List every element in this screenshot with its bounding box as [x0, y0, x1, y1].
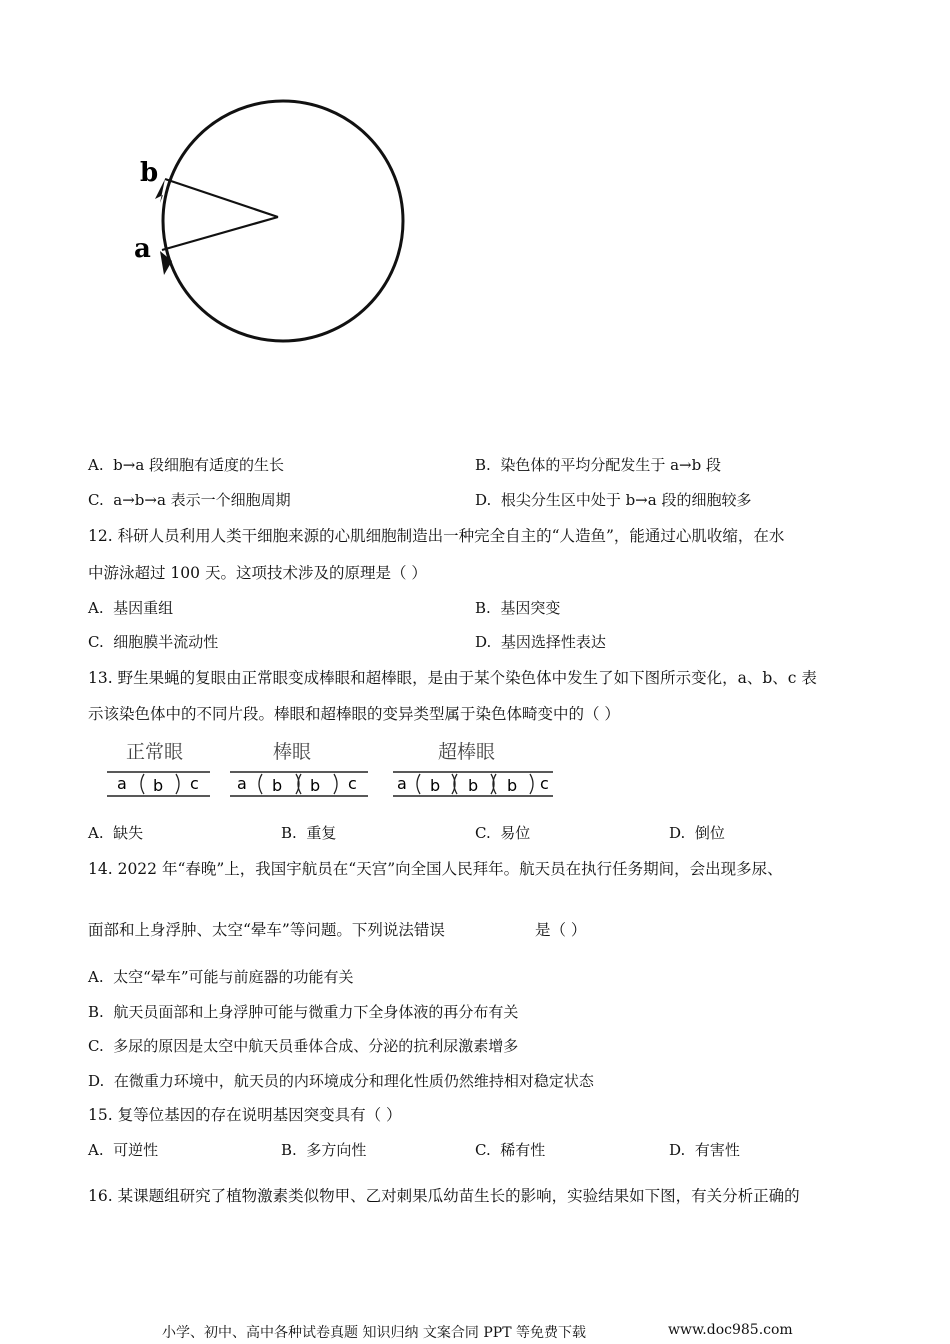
option-letter: A.: [88, 1141, 104, 1159]
segment-bracket-mid: [491, 774, 496, 794]
q13-stem-line1: 13. 野生果蝇的复眼由正常眼变成棒眼和超棒眼，是由于某个染色体中发生了如下图所示变化，a、b、c 表: [88, 669, 817, 687]
q13-stem-line2: 示该染色体中的不同片段。棒眼和超棒眼的变异类型属于染色体畸变中的（ ）: [88, 705, 620, 723]
option-text: 重复: [306, 824, 337, 842]
option-letter: D.: [475, 491, 492, 509]
segment: b: [507, 776, 518, 795]
segment: c: [540, 774, 549, 793]
q14-option-d[interactable]: [88, 1071, 594, 1091]
option-text: b→a 段细胞有适度的生长: [113, 456, 285, 474]
option-text: 多尿的原因是太空中航天员垂体合成、分泌的抗利尿激素增多: [113, 1037, 519, 1055]
caption-bar: 棒眼: [273, 741, 312, 763]
q11-option-b[interactable]: [475, 455, 721, 475]
option-letter: D.: [669, 1141, 686, 1159]
option-text: 倒位: [694, 824, 725, 842]
option-text: 易位: [500, 824, 531, 842]
q14-stem-line1: 14. 2022 年“春晚”上，我国宇航员在“天宫”向全国人民拜年。航天员在执行任务期间，会出现多尿、: [88, 860, 783, 878]
segment-bracket-right: [334, 774, 337, 794]
arrow-a: [160, 251, 172, 275]
segment: c: [190, 774, 199, 793]
segment: c: [348, 774, 357, 793]
segment-bracket-mid: [296, 774, 301, 794]
q13-option-d[interactable]: [669, 823, 725, 843]
segment: b: [310, 776, 321, 795]
segment-bracket-left: [141, 774, 144, 794]
segment-bracket-right: [176, 774, 179, 794]
caption-normal: 正常眼: [126, 741, 184, 763]
option-text: 太空“晕车”可能与前庭器的功能有关: [113, 968, 354, 986]
q16-stem-line1: 16. 某课题组研究了植物激素类似物甲、乙对刺果瓜幼苗生长的影响，实验结果如下图，有关分析正确的: [88, 1187, 800, 1205]
segment-bracket-right: [530, 774, 533, 794]
option-text: 基因选择性表达: [500, 633, 606, 651]
radius-a: [162, 217, 278, 250]
q14-option-c[interactable]: [88, 1036, 518, 1056]
q12-stem-line1: 12. 科研人员利用人类干细胞来源的心肌细胞制造出一种完全自主的“人造鱼”，能通过心肌收缩，在水: [88, 527, 785, 545]
option-letter: A.: [88, 456, 104, 474]
q11-option-d[interactable]: [475, 490, 751, 510]
option-letter: A.: [88, 599, 104, 617]
option-letter: B.: [475, 599, 491, 617]
option-letter: D.: [475, 633, 492, 651]
option-letter: A.: [88, 968, 104, 986]
caption-ultrabar: 超棒眼: [438, 741, 496, 763]
option-text: 缺失: [113, 824, 144, 842]
option-text: 根尖分生区中处于 b→a 段的细胞较多: [500, 491, 752, 509]
q11-option-c[interactable]: [88, 490, 291, 510]
option-letter: D.: [88, 1072, 105, 1090]
q15-stem: 15. 复等位基因的存在说明基因突变具有（ ）: [88, 1106, 402, 1124]
option-text: 细胞膜半流动性: [113, 633, 219, 651]
option-letter: C.: [88, 1037, 104, 1055]
option-letter: C.: [475, 1141, 491, 1159]
option-text: 在微重力环境中，航天员的内环境成分和理化性质仍然维持相对稳定状态: [113, 1072, 594, 1090]
option-letter: C.: [88, 491, 104, 509]
q15-option-c[interactable]: [475, 1140, 545, 1160]
q15-option-b[interactable]: [281, 1140, 366, 1160]
q12-option-d[interactable]: [475, 632, 606, 652]
label-b: b: [140, 158, 159, 188]
q12-stem-line2: 中游泳超过 100 天。这项技术涉及的原理是（ ）: [88, 564, 427, 582]
q12-option-c[interactable]: [88, 632, 218, 652]
footer-text: 小学、初中、高中各种试卷真题 知识归纳 文案合同 PPT 等免费下载: [162, 1325, 586, 1341]
q14-option-a[interactable]: [88, 967, 354, 987]
option-letter: B.: [281, 824, 297, 842]
option-text: 染色体的平均分配发生于 a→b 段: [500, 456, 721, 474]
cell-cycle-circle: [163, 101, 403, 341]
option-text: 有害性: [694, 1141, 740, 1159]
segment: a: [117, 774, 127, 793]
option-letter: C.: [475, 824, 491, 842]
radius-b: [165, 179, 278, 217]
segment: a: [397, 774, 407, 793]
q12-option-a[interactable]: [88, 598, 173, 618]
segment: b: [153, 776, 164, 795]
q13-option-b[interactable]: [281, 823, 336, 843]
chromosome-figure: [100, 736, 560, 802]
option-text: 基因突变: [500, 599, 561, 617]
option-letter: B.: [88, 1003, 104, 1021]
q15-option-a[interactable]: [88, 1140, 158, 1160]
q15-option-d[interactable]: [669, 1140, 740, 1160]
option-text: 可逆性: [113, 1141, 159, 1159]
option-letter: A.: [88, 824, 104, 842]
segment: b: [272, 776, 283, 795]
option-text: 稀有性: [500, 1141, 546, 1159]
q12-option-b[interactable]: [475, 598, 560, 618]
segment-bracket-left: [259, 774, 262, 794]
option-letter: D.: [669, 824, 686, 842]
q14-option-b[interactable]: [88, 1002, 518, 1022]
segment-bracket-left: [417, 774, 420, 794]
label-a: a: [134, 234, 151, 264]
segment: b: [468, 776, 479, 795]
footer-url[interactable]: www.doc985.com: [668, 1322, 793, 1338]
segment: b: [430, 776, 441, 795]
option-text: a→b→a 表示一个细胞周期: [113, 491, 291, 509]
q14-stem-line2b: 是（ ）: [535, 921, 587, 939]
q13-option-a[interactable]: [88, 823, 143, 843]
q11-option-a[interactable]: [88, 455, 284, 475]
segment-bracket-mid: [452, 774, 457, 794]
q14-stem-line2a: 面部和上身浮肿、太空“晕车”等问题。下列说法错误: [88, 921, 445, 939]
option-letter: C.: [88, 633, 104, 651]
q13-option-c[interactable]: [475, 823, 530, 843]
option-letter: B.: [281, 1141, 297, 1159]
cell-cycle-figure: [120, 85, 420, 365]
option-text: 多方向性: [306, 1141, 367, 1159]
option-letter: B.: [475, 456, 491, 474]
segment: a: [237, 774, 247, 793]
option-text: 航天员面部和上身浮肿可能与微重力下全身体液的再分布有关: [113, 1003, 519, 1021]
option-text: 基因重组: [113, 599, 174, 617]
